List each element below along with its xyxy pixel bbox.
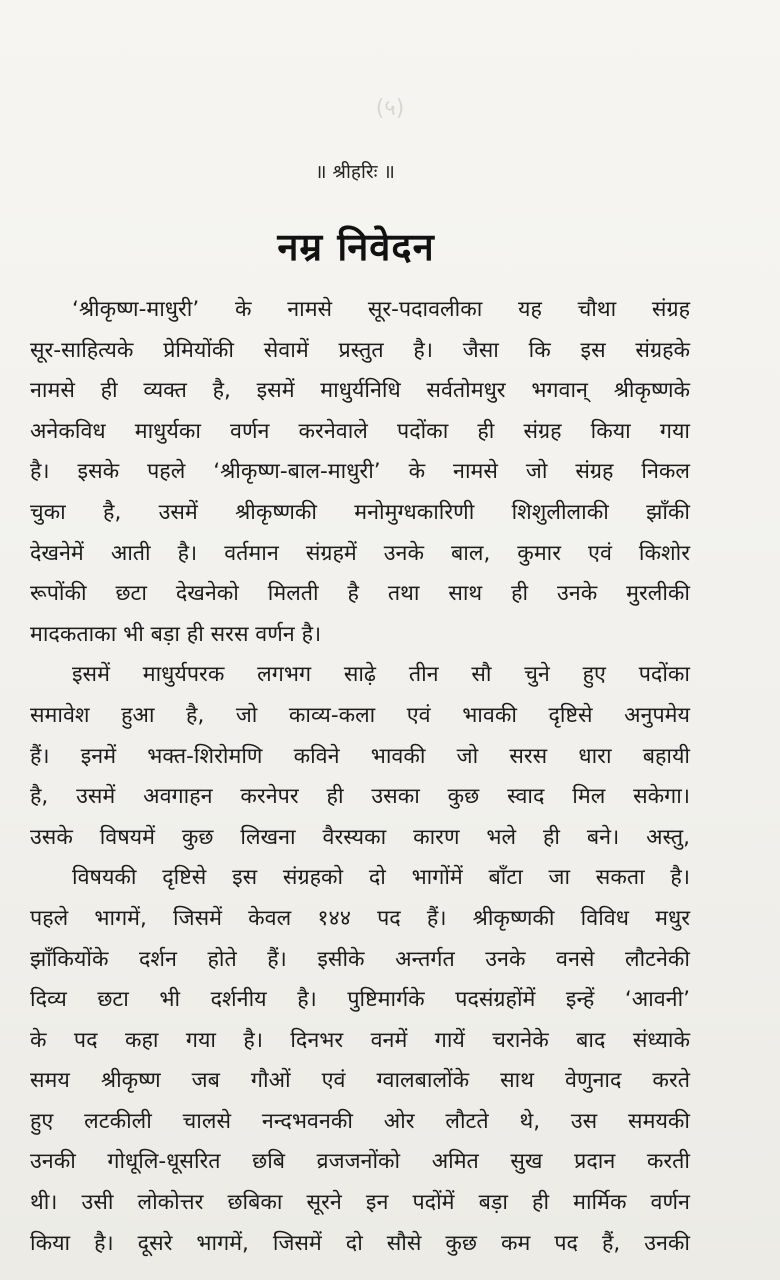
text-line: इसमें माधुर्यपरक लगभग साढ़े तीन सौ चुने हुए पदोंका <box>72 662 690 688</box>
text-line: किया है। दूसरे भागमें, जिसमें दो सौसे कुछ कम पद हैं, उनकी <box>30 1230 690 1256</box>
text-line: पहले भागमें, जिसमें केवल १४४ पद हैं। श्रीकृष्णकी विविध मधुर <box>30 905 690 931</box>
text-line: झाँकियोंके दर्शन होते हैं। इसीके अन्तर्गत उनके वनसे लौटनेकी <box>30 946 690 972</box>
text-line: हुए लटकीली चालसे नन्दभवनकी ओर लौटते थे, उस समयकी <box>30 1108 690 1134</box>
text-line: है, उसमें अवगाहन करनेपर ही उसका कुछ स्वाद मिल सकेगा। <box>30 784 690 810</box>
text-line: चुका है, उसमें श्रीकृष्णकी मनोमुग्धकारिणी शिशुलीलाकी झाँकी <box>30 499 690 525</box>
text-line: रूपोंकी छटा देखनेको मिलती है तथा साथ ही उनके मुरलीकी <box>30 581 690 607</box>
text-line: हैं। इनमें भक्त-शिरोमणि कविने भावकी जो सरस धारा बहायी <box>30 743 690 769</box>
page-title: नम्र निवेदन <box>277 225 435 269</box>
text-line: समावेश हुआ है, जो काव्य-कला एवं भावकी दृष्टिसे अनुपमेय <box>30 702 690 728</box>
body-text <box>30 290 690 1264</box>
text-line: नामसे ही व्यक्त है, इसमें माधुर्यनिधि सर्वतोमधुर भगवान् श्रीकृष्णके <box>30 378 690 404</box>
text-line: मादकताका भी बड़ा ही सरस वर्णन है। <box>30 621 322 647</box>
text-line: सूर-साहित्यके प्रेमियोंकी सेवामें प्रस्तुत है। जैसा कि इस संग्रहके <box>30 337 690 363</box>
text-line: अनेकविध माधुर्यका वर्णन करनेवाले पदोंका ही संग्रह किया गया <box>30 418 690 444</box>
text-line: थी। उसी लोकोत्तर छबिका सूरने इन पदोंमें बड़ा ही मार्मिक वर्णन <box>30 1190 690 1216</box>
text-line: है। इसके पहले ‘श्रीकृष्ण-बाल-माधुरी’ के नामसे जो संग्रह निकल <box>30 459 690 485</box>
text-line: विषयकी दृष्टिसे इस संग्रहको दो भागोंमें बाँटा जा सकता है। <box>72 865 690 891</box>
text-line: उसके विषयमें कुछ लिखना वैरस्यका कारण भले ही बने। अस्तु, <box>30 824 690 850</box>
text-line: ‘श्रीकृष्ण-माधुरी’ के नामसे सूर-पदावलीका यह चौथा संग्रह <box>72 297 690 322</box>
page-number: (५) <box>375 96 405 121</box>
text-line: देखनेमें आती है। वर्तमान संग्रहमें उनके बाल, कुमार एवं किशोर <box>30 540 690 566</box>
text-line: समय श्रीकृष्ण जब गौओं एवं ग्वालबालोंके साथ वेणुनाद करते <box>30 1068 690 1094</box>
text-line: के पद कहा गया है। दिनभर वनमें गायें चरानेके बाद संध्याके <box>30 1027 690 1053</box>
invocation-heading: ॥ श्रीहरिः ॥ <box>315 161 395 183</box>
text-line: उनकी गोधूलि-धूसरित छबि व्रजजनोंको अमित सुख प्रदान करती <box>30 1149 690 1175</box>
text-line: दिव्य छटा भी दर्शनीय है। पुष्टिमार्गके पदसंग्रहोंमें इन्हें ‘आवनी’ <box>30 987 690 1013</box>
